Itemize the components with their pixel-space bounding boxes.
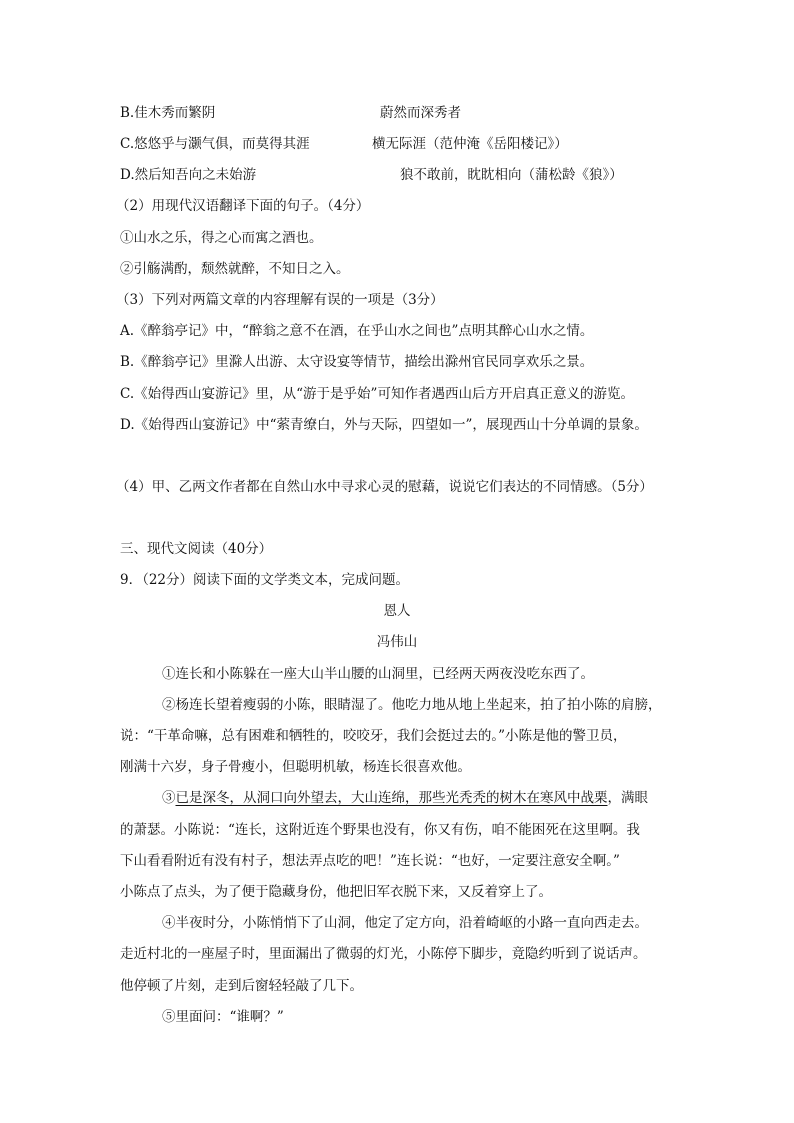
option-b xyxy=(120,103,215,123)
paragraph-3-line-4: 小陈点了点头，为了便于隐藏身份，他把旧军衣脱下来，又反着穿上了。 xyxy=(120,884,552,900)
paragraph-3-line-1-rest: ，满眼 xyxy=(607,790,648,806)
option-c xyxy=(120,134,310,154)
option-d-left: D.然后知吾向之未始游 xyxy=(120,167,257,183)
paragraph-4-line-3: 他停顿了片刻，走到后窗轻轻敲了几下。 xyxy=(120,978,363,994)
question-3-option-b: B.《醉翁亭记》里滁人出游、太守设宴等情节，描绘出滁州官民同享欢乐之景。 xyxy=(120,354,594,370)
paragraph-3-line-2: 的萧瑟。小陈说：“连长，这附近连个野果也没有，你又有伤，咱不能困死在这里啊。我 xyxy=(120,822,640,838)
paragraph-3-line-1 xyxy=(162,788,648,808)
question-3-title: （3）下列对两篇文章的内容理解有误的一项是（3分） xyxy=(116,292,444,308)
question-9: 9．（22分）阅读下面的文学类文本，完成问题。 xyxy=(120,572,410,588)
paragraph-4-line-1: ④半夜时分，小陈悄悄下了山洞，他定了定方向，沿着崎岖的小路一直向西走去。 xyxy=(162,915,648,931)
option-b-right: 蔚然而深秀者 xyxy=(380,105,461,121)
question-2-sentence-2: ②引觞满酌，颓然就醉，不知日之入。 xyxy=(120,261,350,277)
question-2-sentence-1: ①山水之乐，得之心而寓之酒也。 xyxy=(120,230,323,246)
paragraph-2-line-2: 说：“干革命嘛，总有困难和牺牲的，咬咬牙，我们会挺过去的。”小陈是他的警卫员， xyxy=(120,728,627,744)
option-b-left: B.佳木秀而繁阴 xyxy=(120,105,216,121)
question-2-title: （2）用现代汉语翻译下面的句子。（4分） xyxy=(116,198,370,214)
question-4: （4）甲、乙两文作者都在自然山水中寻求心灵的慰藉，说说它们表达的不同情感。（5分） xyxy=(116,479,653,495)
question-3-option-a: A.《醉翁亭记》中，“醉翁之意不在酒，在乎山水之间也”点明其醉心山水之情。 xyxy=(120,323,594,339)
story-author: 冯伟山 xyxy=(376,634,418,650)
option-d xyxy=(120,165,256,185)
option-d-right: 狼不敢前，眈眈相向（蒲松龄《狼》） xyxy=(400,167,623,183)
option-c-right: 横无际涯（范仲淹《岳阳楼记》） xyxy=(372,136,568,152)
paragraph-3-marker: ③ xyxy=(162,790,176,806)
underlined-sentence: 已是深冬，从洞口向外望去，大山连绵，那些光秃秃的树木在寒风中战栗 xyxy=(175,790,608,806)
paragraph-4-line-2: 走近村北的一座屋子时，里面漏出了微弱的灯光，小陈停下脚步，竟隐约听到了说话声。 xyxy=(120,946,647,962)
paragraph-3-line-3: 下山看看附近有没有村子，想法弄点吃的吧！”连长说：“也好，一定要注意安全啊。” xyxy=(120,853,620,869)
paragraph-1: ①连长和小陈躲在一座大山半山腰的山洞里，已经两天两夜没吃东西了。 xyxy=(162,666,594,682)
question-3-option-c: C.《始得西山宴游记》里，从“游于是乎始”可知作者遇西山后方开启真正意义的游览。 xyxy=(120,386,634,402)
option-c-left: C.悠悠乎与灏气俱，而莫得其涯 xyxy=(120,136,310,152)
paragraph-2-line-3: 刚满十六岁，身子骨瘦小，但聪明机敏，杨连长很喜欢他。 xyxy=(120,759,471,775)
paragraph-5: ⑤里面问：“谁啊？” xyxy=(162,1009,284,1025)
story-title: 恩人 xyxy=(383,603,411,619)
question-3-option-d: D.《始得西山宴游记》中“萦青缭白，外与天际，四望如一”，展现西山十分单调的景象。 xyxy=(120,417,648,433)
section-3-heading: 三、现代文阅读（40分） xyxy=(120,541,273,557)
paragraph-2-line-1: ②杨连长望着瘦弱的小陈，眼睛湿了。他吃力地从地上坐起来，拍了拍小陈的肩膀， xyxy=(162,697,662,713)
